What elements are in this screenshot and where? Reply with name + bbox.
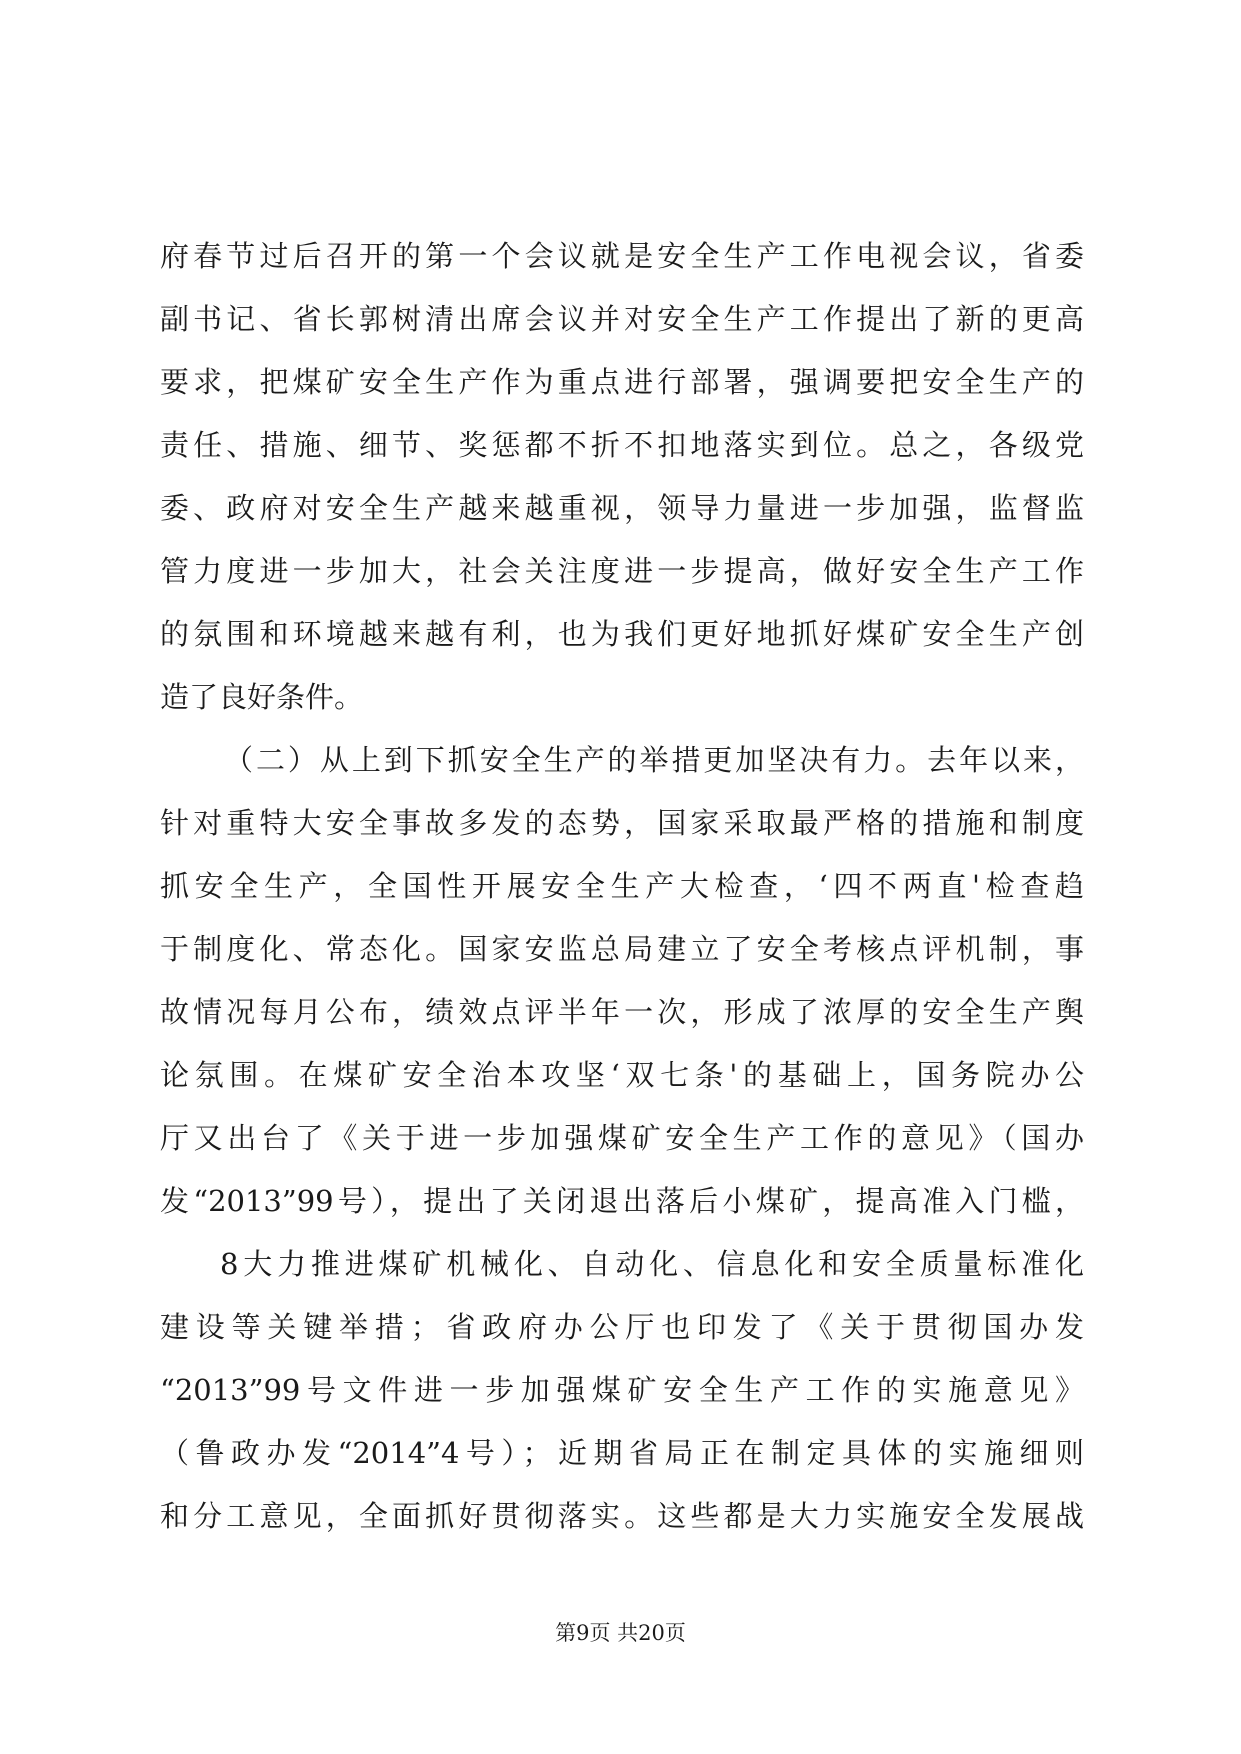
text-line: 管力度进一步加大，社会关注度进一步提高，做好安全生产工作 [160, 554, 1084, 588]
text-line: 副书记、省长郭树清出席会议并对安全生产工作提出了新的更高 [160, 302, 1084, 336]
text-line: 建设等关键举措；省政府办公厅也印发了《关于贯彻国办发 [160, 1310, 1084, 1344]
text-line: 造了良好条件。 [160, 680, 364, 714]
text-line: 委、政府对安全生产越来越重视，领导力量进一步加强，监督监 [160, 491, 1084, 525]
text-line: 发“2013”99号），提出了关闭退出落后小煤矿，提高准入门槛， [160, 1184, 1084, 1218]
text-line: 厅又出台了《关于进一步加强煤矿安全生产工作的意见》（国办 [160, 1121, 1084, 1155]
text-line: 故情况每月公布，绩效点评半年一次，形成了浓厚的安全生产舆 [160, 995, 1084, 1029]
text-line: 针对重特大安全事故多发的态势，国家采取最严格的措施和制度 [160, 806, 1084, 840]
text-line: 和分工意见，全面抓好贯彻落实。这些都是大力实施安全发展战 [160, 1499, 1084, 1533]
text-line: “2013”99号文件进一步加强煤矿安全生产工作的实施意见》 [160, 1373, 1084, 1407]
text-line: （鲁政办发“2014”4号）；近期省局正在制定具体的实施细则 [160, 1436, 1084, 1470]
text-line: 的氛围和环境越来越有利，也为我们更好地抓好煤矿安全生产创 [160, 617, 1084, 651]
text-line: 要求，把煤矿安全生产作为重点进行部署，强调要把安全生产的 [160, 365, 1084, 399]
text-line: 论氛围。在煤矿安全治本攻坚‘双七条'的基础上，国务院办公 [160, 1058, 1084, 1092]
section-heading-line: （二）从上到下抓安全生产的举措更加坚决有力。去年以来， [224, 743, 1084, 777]
text-line: 府春节过后召开的第一个会议就是安全生产工作电视会议，省委 [160, 239, 1084, 273]
body-text [160, 225, 1084, 1548]
text-line: 责任、措施、细节、奖惩都不折不扣地落实到位。总之，各级党 [160, 428, 1084, 462]
text-line: 抓安全生产，全国性开展安全生产大检查，‘四不两直'检查趋 [160, 869, 1084, 903]
text-line: 于制度化、常态化。国家安监总局建立了安全考核点评机制，事 [160, 932, 1084, 966]
text-line: 8大力推进煤矿机械化、自动化、信息化和安全质量标准化 [220, 1247, 1084, 1281]
page-number: 第9页 共20页 [555, 1621, 686, 1645]
